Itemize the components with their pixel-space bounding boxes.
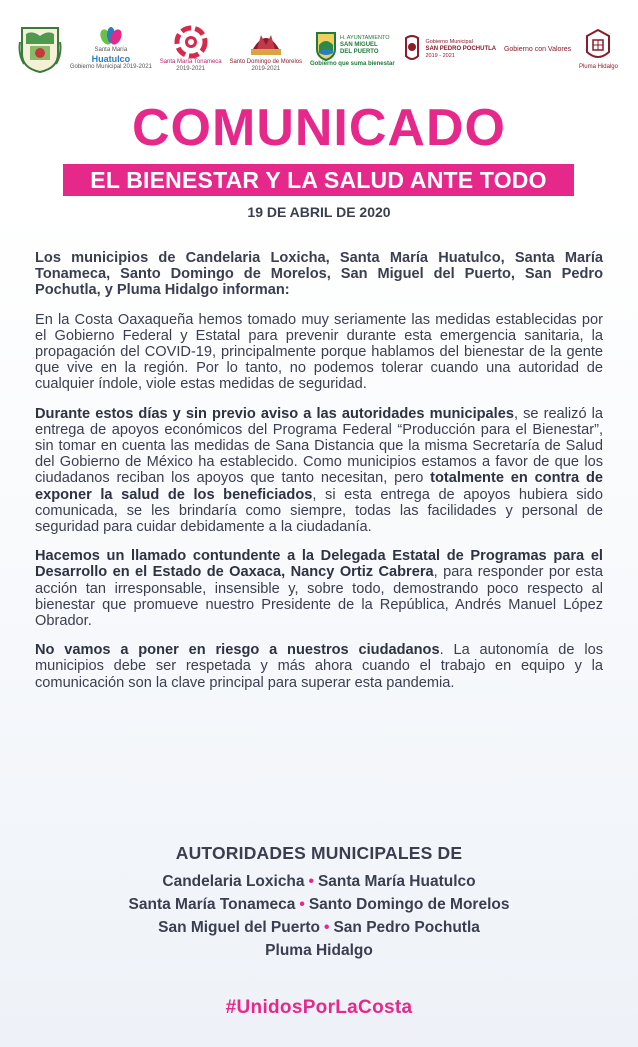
statement-body: [35, 250, 603, 704]
autonomy-text: . La autonomía de los municipios debe ser respetada y más ahora cuando el trabajo en equipo y la comunicación son la clave principal para superar esta pandemia.: [35, 642, 603, 691]
page-title: COMUNICADO: [132, 99, 506, 157]
municipality-pochutla: San Pedro Pochutla: [333, 919, 480, 936]
candelaria-shield-icon: [18, 24, 62, 74]
pochutla-years: 2019 - 2021: [425, 52, 455, 59]
huatulco-town: Santa María: [94, 47, 128, 53]
municipality-tonameca: Santa María Tonameca: [128, 896, 296, 913]
signature-line-1: [0, 870, 638, 893]
hashtag: #UnidosPorLaCosta: [225, 997, 413, 1018]
morelos-logo: [229, 25, 302, 73]
call-bold: Hacemos un llamado contundente a la Delegada Estatal de Programas para el Desarrollo en el Estado de Oaxaca, Nancy Ortiz Cabrera: [35, 548, 603, 581]
municipality-puerto: San Miguel del Puerto: [158, 919, 321, 936]
tonameca-swirl-icon: [172, 25, 210, 59]
pochutla-line1: Gobierno Municipal: [425, 38, 473, 45]
morelos-years: 2019-2021: [251, 66, 281, 72]
pluma-name: Pluma Hidalgo: [578, 63, 618, 70]
tonameca-name: Santa María Tonameca: [159, 59, 222, 65]
call-text: , para responder por esta acción tan irresponsable, insensible y, sobre todo, demostrando poco respecto al bienestar que promueve nuestro Presidente de la República, Andrés Manuel López Obrador.: [35, 564, 603, 630]
morelos-crest-icon: [247, 25, 285, 59]
pluma-logo: [579, 28, 618, 71]
tonameca-years: 2019-2021: [176, 66, 205, 72]
delivery-text-1: , se realizó la entrega de apoyos económicos del Programa Federal “Producción para el Bienestar”, sin tomar en cuenta las medidas de Sana Distancia que la misma Secretaría de Salud del Gobierno de México ha establecido. Como municipios estamos a favor de que los ciudadanos reciban los apoyos que tanto necesitan, pero: [35, 405, 603, 487]
puerto-line3: DEL PUERTO: [340, 49, 379, 55]
paragraph-call: [35, 548, 603, 629]
intro-paragraph: Los municipios de Candelaria Loxicha, Santa María Huatulco, Santa María Tonameca, Santo Domingo de Morelos, San Miguel del Puerto, San Pedro Pochutla, y Pluma Hidalgo informan:: [35, 250, 603, 299]
separator-dot: •: [308, 873, 314, 890]
pochutla-slogan: [504, 46, 571, 53]
signature-line-2: [0, 893, 638, 916]
subtitle-banner: EL BIENESTAR Y LA SALUD ANTE TODO: [63, 164, 574, 196]
huatulco-tagline: Gobierno Municipal 2019-2021: [69, 64, 152, 70]
delivery-bold-2: totalmente en contra de exponer la salud de los beneficiados: [35, 470, 603, 503]
autonomy-bold: No vamos a poner en riesgo a nuestros ciudadanos: [35, 642, 440, 659]
huatulco-petal-icon: [98, 27, 124, 47]
delivery-text-2: , si esta entrega de apoyos hubiera sido comunicada, se les brindaría como siempre, todas las facilidades y personal de seguridad para cuidar debidamente a la ciudadanía.: [35, 486, 603, 536]
huatulco-logo: [70, 27, 152, 71]
signature-block: [0, 843, 638, 962]
pochutla-slogan-text: Gobierno con Valores: [503, 45, 572, 53]
municipality-pluma: Pluma Hidalgo: [265, 942, 373, 959]
pochutla-emblem-icon: [402, 34, 422, 64]
separator-dot: •: [324, 919, 330, 936]
puerto-line2: SAN MIGUEL: [340, 42, 378, 48]
tonameca-logo: [160, 25, 222, 73]
paragraph-autonomy: [35, 642, 603, 691]
municipality-candelaria: Candelaria Loxicha: [162, 873, 305, 890]
huatulco-name: Huatulco: [91, 54, 131, 64]
date-label: 19 DE ABRIL DE 2020: [247, 204, 391, 220]
signature-line-4: [0, 939, 638, 962]
paragraph-covid: En la Costa Oaxaqueña hemos tomado muy seriamente las medidas establecidas por el Gobierno Federal y Estatal para prevenir durante esta emergencia sanitaria, la propagación del COVID-19, principalmente porque hablamos del bienestar de la gente que vive en la región. Por lo tanto, no podemos tolerar cuando una autoridad de cualquier índole, viole estas medidas de seguridad.: [35, 311, 603, 393]
pochutla-line2: SAN PEDRO POCHUTLA: [425, 45, 497, 52]
municipality-huatulco: Santa María Huatulco: [317, 873, 476, 890]
pluma-seal-icon: [583, 28, 613, 64]
delivery-bold-1: Durante estos días y sin previo aviso a las autoridades municipales: [35, 405, 514, 422]
puerto-tagline: Gobierno que suma bienestar: [309, 60, 395, 67]
separator-dot: •: [299, 896, 305, 913]
signature-line-3: [0, 916, 638, 939]
morelos-name: Santo Domingo de Morelos: [229, 59, 303, 65]
signature-title: AUTORIDADES MUNICIPALES DE: [175, 843, 463, 863]
pochutla-logo: [402, 34, 496, 64]
puerto-line1: H. AYUNTAMIENTO: [340, 35, 390, 41]
puerto-shield-icon: [315, 31, 337, 61]
candelaria-logo: [18, 24, 62, 74]
puerto-logo: [310, 31, 395, 68]
municipality-morelos: Santo Domingo de Morelos: [308, 896, 510, 913]
paragraph-delivery: [35, 406, 603, 536]
logo-strip: [18, 18, 618, 80]
